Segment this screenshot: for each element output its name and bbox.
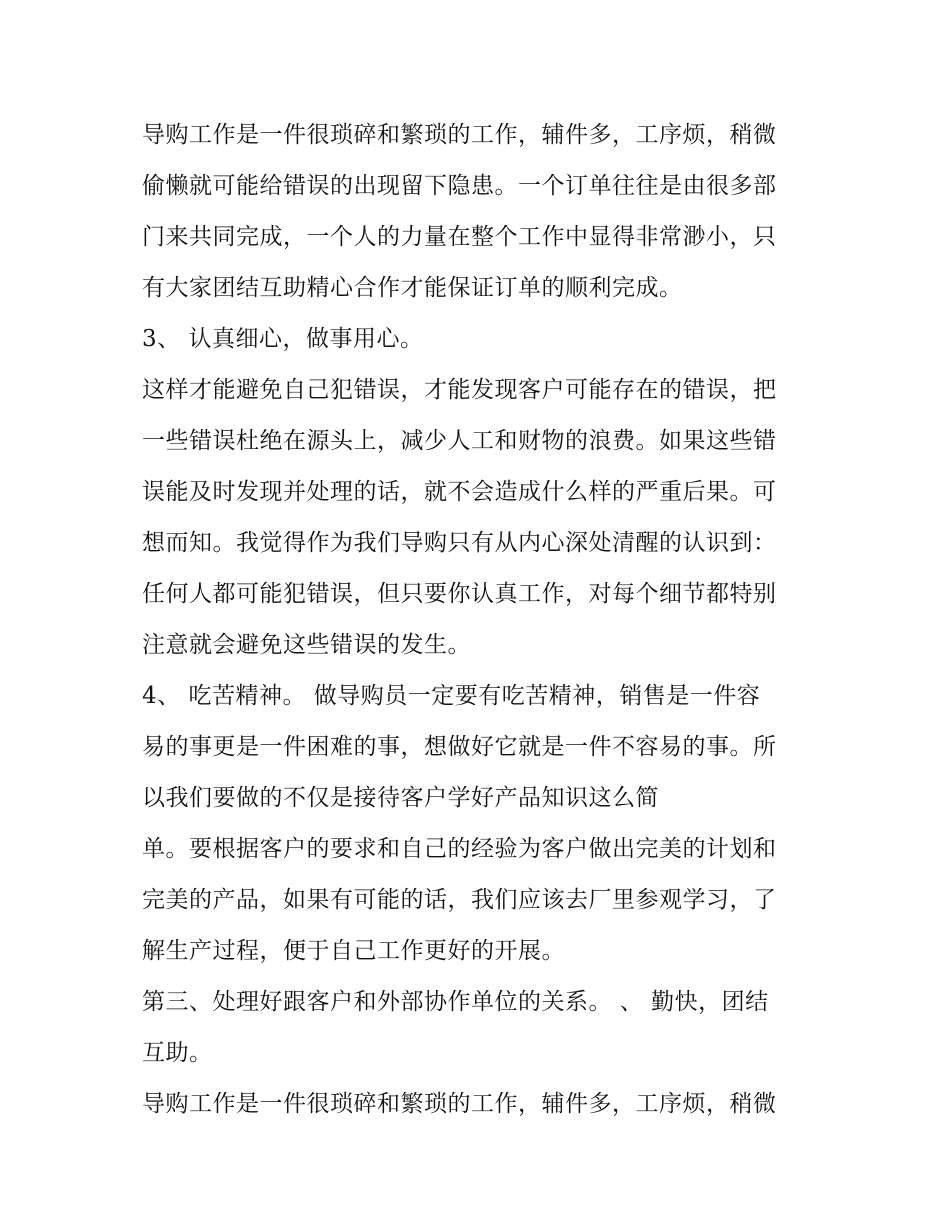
text-line: 想而知。我觉得作为我们导购只有从内心深处清醒的认识到： [142, 530, 777, 556]
text-line: 任何人都可能犯错误，但只要你认真工作，对每个细节都特别 [142, 581, 777, 607]
text-line: 导购工作是一件很琐碎和繁琐的工作，辅件多，工序烦，稍微 [142, 122, 777, 148]
section-heading-3: 3、 认真细心，做事用心。 [142, 326, 424, 352]
text-line: 门来共同完成，一个人的力量在整个工作中显得非常渺小，只 [142, 224, 777, 250]
text-line: 完美的产品，如果有可能的话，我们应该去厂里参观学习，了 [142, 887, 777, 913]
text-line: 易的事更是一件困难的事，想做好它就是一件不容易的事。所 [142, 734, 777, 760]
text-line: 解生产过程，便于自己工作更好的开展。 [142, 938, 565, 964]
text-line: 偷懒就可能给错误的出现留下隐患。一个订单往往是由很多部 [142, 173, 777, 199]
text-line: 有大家团结互助精心合作才能保证订单的顺利完成。 [142, 275, 683, 301]
text-line: 单。要根据客户的要求和自己的经验为客户做出完美的计划和 [142, 836, 777, 862]
text-line: 这样才能避免自己犯错误，才能发现客户可能存在的错误，把 [142, 377, 777, 403]
text-line: 误能及时发现并处理的话，就不会造成什么样的严重后果。可 [142, 479, 777, 505]
document-body [142, 110, 822, 1130]
text-line: 导购工作是一件很琐碎和繁琐的工作，辅件多，工序烦，稍微 [142, 1091, 777, 1117]
text-line: 以我们要做的不仅是接待客户学好产品知识这么简 [142, 785, 659, 811]
text-line: 一些错误杜绝在源头上，减少人工和财物的浪费。如果这些错 [142, 428, 777, 454]
text-line: 注意就会避免这些错误的发生。 [142, 632, 471, 658]
text-line: 互助。 [142, 1040, 213, 1066]
section-heading-4: 4、 吃苦精神。 做导购员一定要有吃苦精神，销售是一件容 [142, 683, 761, 709]
section-heading-third: 第三、处理好跟客户和外部协作单位的关系。 、 勤快，团结 [142, 989, 769, 1015]
